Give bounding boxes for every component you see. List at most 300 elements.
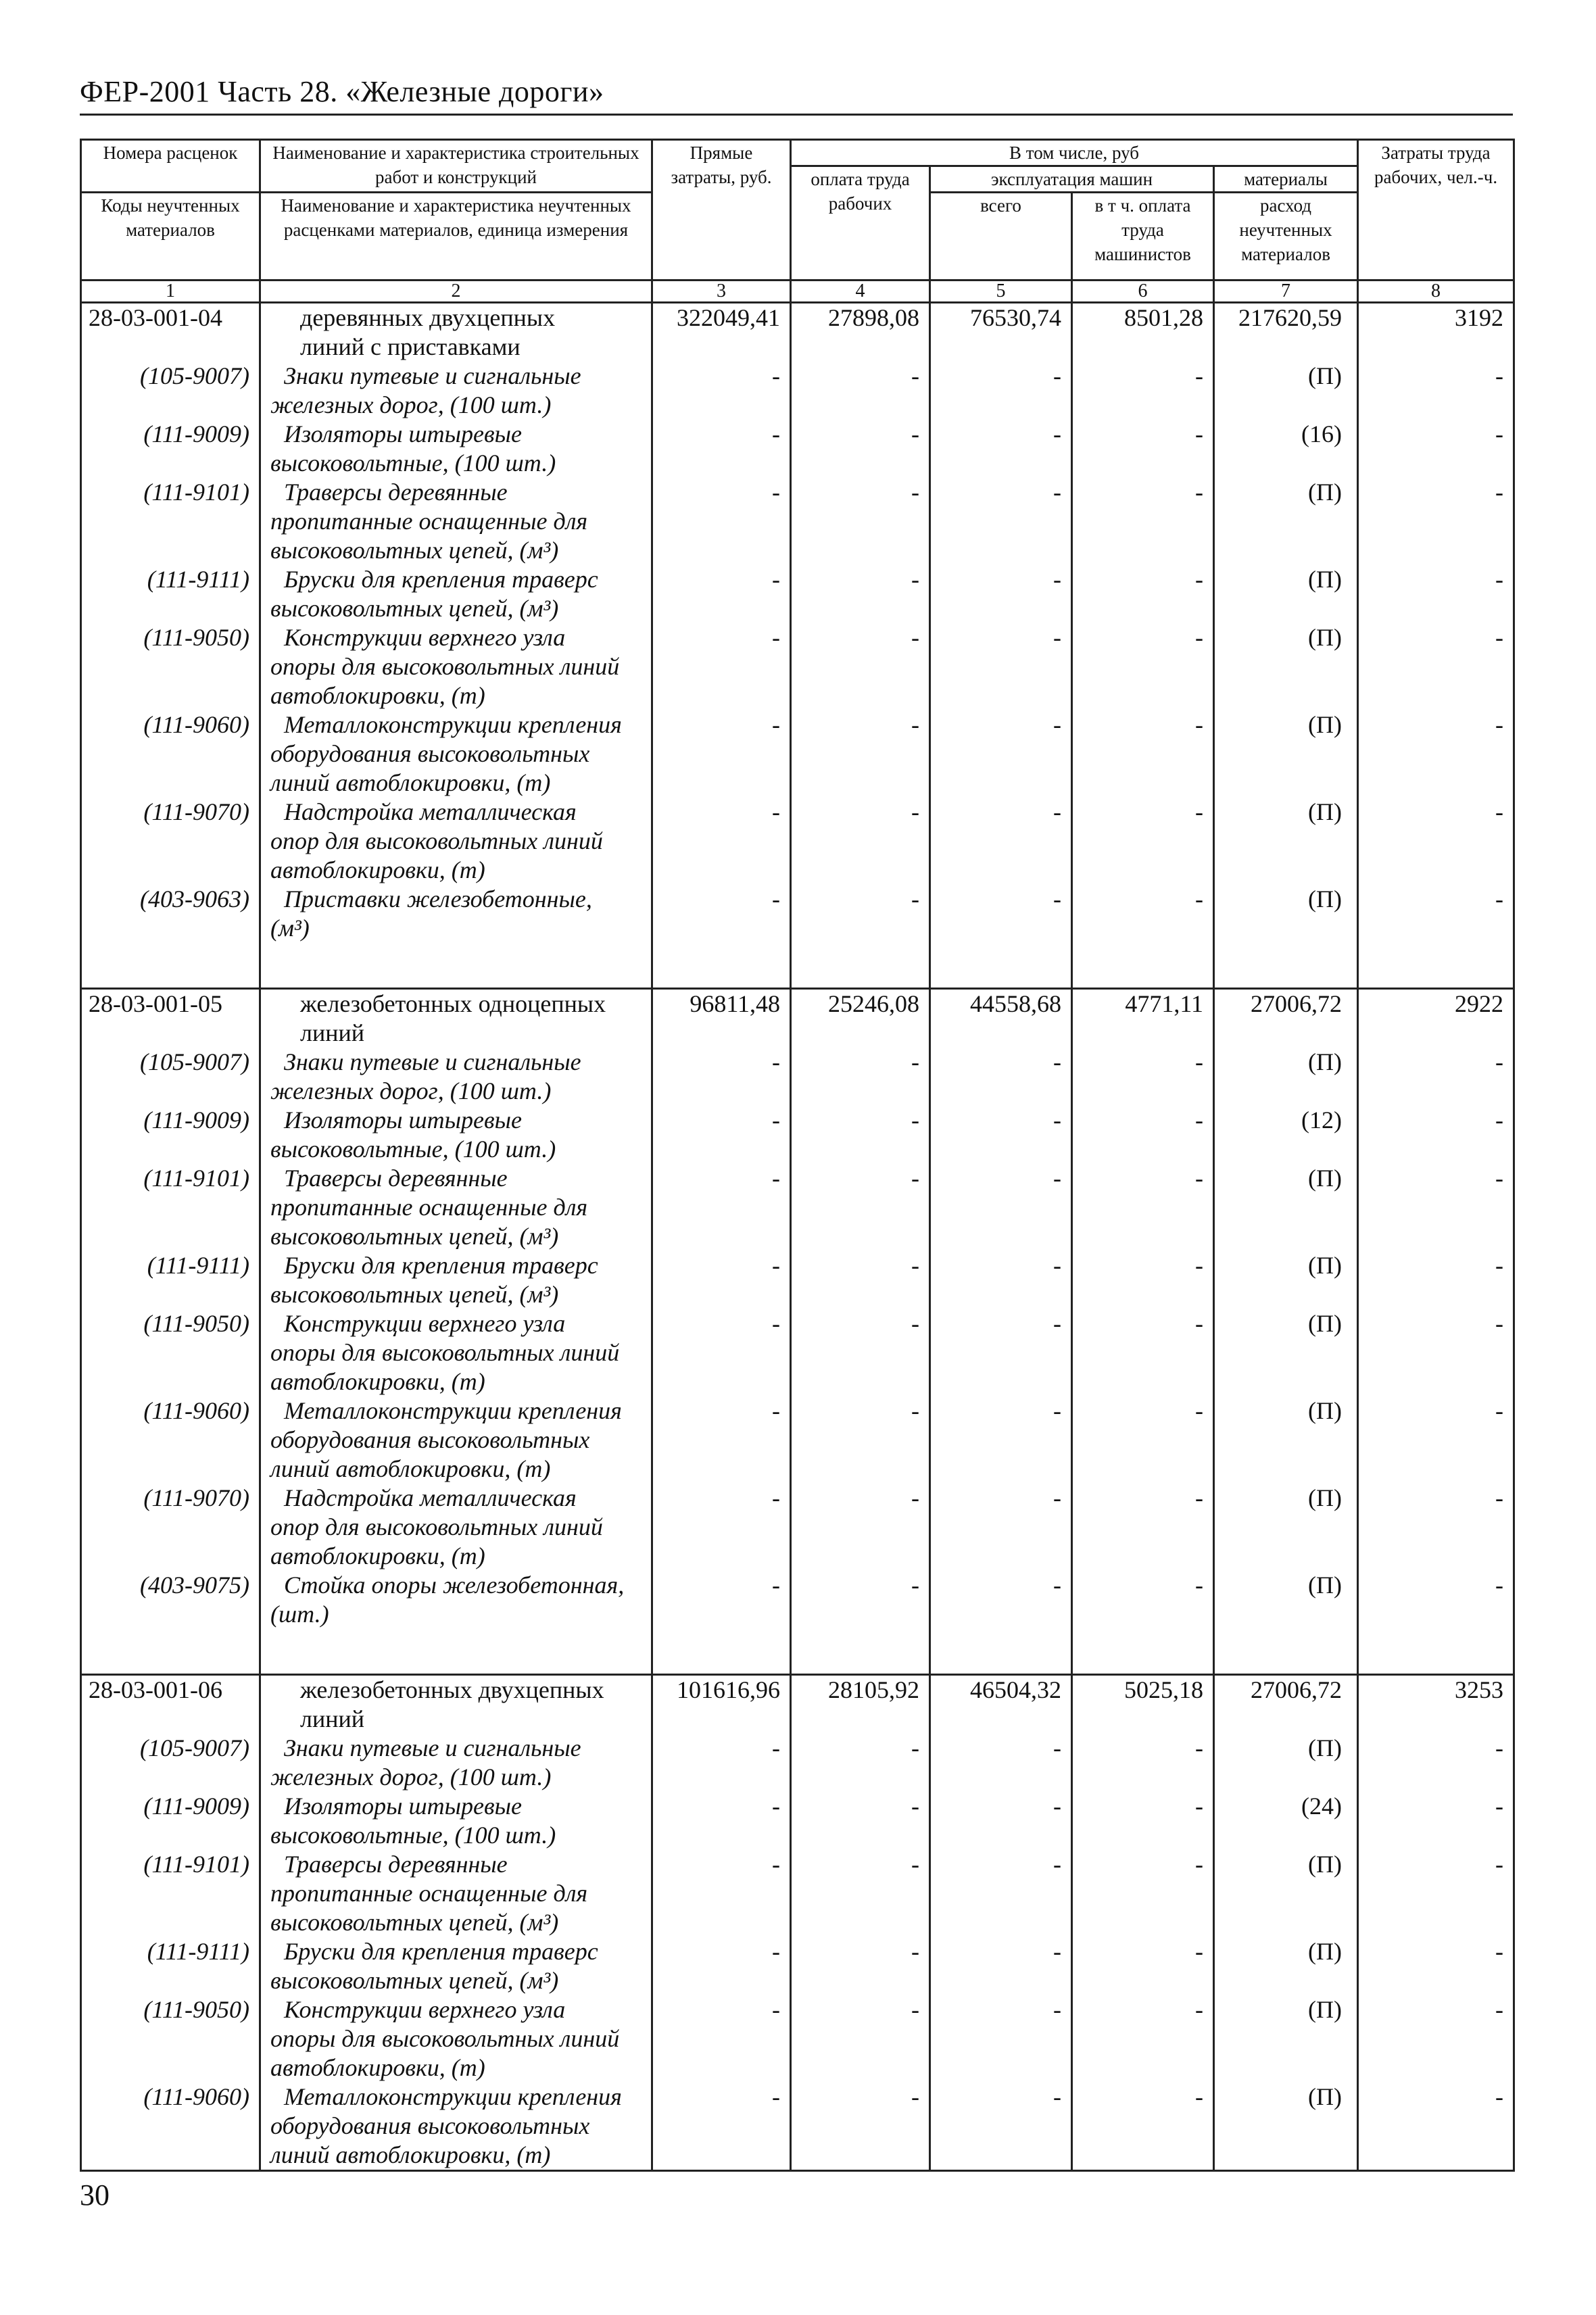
material-name bbox=[260, 1309, 652, 1396]
material-row bbox=[81, 420, 1514, 478]
material-value-c3: - bbox=[652, 1995, 791, 2082]
material-name bbox=[260, 1937, 652, 1995]
column-number: 2 bbox=[260, 281, 652, 303]
material-value-c4: - bbox=[791, 1850, 930, 1937]
material-value-c5: - bbox=[930, 1792, 1072, 1850]
name-line: пропитанные оснащенные для bbox=[270, 1194, 588, 1221]
material-value-c5: - bbox=[930, 420, 1072, 478]
material-row bbox=[81, 478, 1514, 565]
name-line: линий автоблокировки, (т) bbox=[270, 769, 551, 796]
header-material-codes: Коды неучтенных материалов bbox=[81, 193, 260, 281]
material-value-c5: - bbox=[930, 1309, 1072, 1396]
material-value-c5: - bbox=[930, 623, 1072, 710]
table-header bbox=[81, 140, 1514, 303]
material-value-c8: - bbox=[1358, 885, 1514, 943]
material-value-c8: - bbox=[1358, 1850, 1514, 1937]
material-value-c6: - bbox=[1072, 565, 1214, 623]
material-value-c3: - bbox=[652, 1396, 791, 1484]
material-name bbox=[260, 710, 652, 798]
material-name bbox=[260, 478, 652, 565]
name-line: автоблокировки, (т) bbox=[270, 856, 485, 883]
rate-value-c5: 44558,68 bbox=[930, 989, 1072, 1048]
material-value-c7: (П) bbox=[1214, 1484, 1358, 1571]
material-value-c5: - bbox=[930, 1164, 1072, 1251]
name-line: железобетонных одноцепных bbox=[300, 990, 606, 1017]
rate-code: 28-03-001-05 bbox=[81, 989, 260, 1048]
material-row bbox=[81, 1164, 1514, 1251]
material-value-c6: - bbox=[1072, 478, 1214, 565]
name-line: Конструкции верхнего узла bbox=[284, 1310, 566, 1337]
name-line: Траверсы деревянные bbox=[284, 1165, 508, 1192]
material-value-c3: - bbox=[652, 1792, 791, 1850]
spacer-cell bbox=[81, 1629, 260, 1675]
name-line: опор для высоковольтных линий bbox=[270, 827, 603, 854]
material-value-c8: - bbox=[1358, 1309, 1514, 1396]
material-name bbox=[260, 1396, 652, 1484]
material-name bbox=[260, 1995, 652, 2082]
material-value-c5: - bbox=[930, 478, 1072, 565]
name-line: Знаки путевые и сигнальные bbox=[284, 362, 581, 389]
material-code: (403-9075) bbox=[81, 1571, 260, 1629]
material-row bbox=[81, 1106, 1514, 1164]
material-row bbox=[81, 1850, 1514, 1937]
material-value-c5: - bbox=[930, 798, 1072, 885]
material-name bbox=[260, 565, 652, 623]
spacer-cell bbox=[1072, 943, 1214, 989]
name-line: линий с приставками bbox=[300, 333, 521, 360]
column-number: 6 bbox=[1072, 281, 1214, 303]
material-row bbox=[81, 1309, 1514, 1396]
material-value-c3: - bbox=[652, 1850, 791, 1937]
spacer-row bbox=[81, 1629, 1514, 1675]
material-value-c3: - bbox=[652, 798, 791, 885]
material-name bbox=[260, 1106, 652, 1164]
material-value-c5: - bbox=[930, 1396, 1072, 1484]
name-line: автоблокировки, (т) bbox=[270, 2054, 485, 2081]
material-name bbox=[260, 1048, 652, 1106]
material-value-c8: - bbox=[1358, 478, 1514, 565]
material-row bbox=[81, 1571, 1514, 1629]
material-value-c8: - bbox=[1358, 623, 1514, 710]
material-value-c7: (П) bbox=[1214, 1571, 1358, 1629]
rate-value-c8: 2922 bbox=[1358, 989, 1514, 1048]
material-value-c3: - bbox=[652, 1251, 791, 1309]
material-code: (105-9007) bbox=[81, 1048, 260, 1106]
name-line: (м³) bbox=[270, 915, 310, 942]
header-rate-numbers: Номера расценок bbox=[81, 140, 260, 193]
material-name bbox=[260, 1571, 652, 1629]
spacer-cell bbox=[260, 943, 652, 989]
material-value-c5: - bbox=[930, 2082, 1072, 2171]
material-value-c3: - bbox=[652, 2082, 791, 2171]
material-code: (111-9060) bbox=[81, 710, 260, 798]
column-number: 3 bbox=[652, 281, 791, 303]
spacer-cell bbox=[791, 943, 930, 989]
name-line: высоковольтные, (100 шт.) bbox=[270, 449, 556, 477]
column-number: 4 bbox=[791, 281, 930, 303]
material-value-c7: (12) bbox=[1214, 1106, 1358, 1164]
material-value-c6: - bbox=[1072, 710, 1214, 798]
material-value-c3: - bbox=[652, 420, 791, 478]
name-line: оборудования высоковольтных bbox=[270, 2112, 590, 2139]
rate-name bbox=[260, 1675, 652, 1734]
name-line: оборудования высоковольтных bbox=[270, 740, 590, 767]
material-value-c4: - bbox=[791, 885, 930, 943]
name-line: железобетонных двухцепных bbox=[300, 1676, 604, 1703]
material-value-c5: - bbox=[930, 885, 1072, 943]
rate-value-c7: 27006,72 bbox=[1214, 989, 1358, 1048]
header-machinist-pay: в т ч. оплата труда машинистов bbox=[1072, 193, 1214, 281]
name-line: автоблокировки, (т) bbox=[270, 1368, 485, 1395]
material-value-c4: - bbox=[791, 1106, 930, 1164]
name-line: Стойка опоры железобетонная, bbox=[284, 1571, 625, 1599]
material-code: (111-9070) bbox=[81, 798, 260, 885]
material-code: (111-9111) bbox=[81, 565, 260, 623]
spacer-cell bbox=[81, 943, 260, 989]
material-code: (111-9009) bbox=[81, 1106, 260, 1164]
material-value-c3: - bbox=[652, 1164, 791, 1251]
material-row bbox=[81, 1048, 1514, 1106]
material-row bbox=[81, 1937, 1514, 1995]
material-value-c6: - bbox=[1072, 1048, 1214, 1106]
material-row bbox=[81, 362, 1514, 420]
rate-value-c8: 3192 bbox=[1358, 303, 1514, 362]
material-value-c7: (П) bbox=[1214, 1734, 1358, 1792]
material-row bbox=[81, 798, 1514, 885]
material-value-c3: - bbox=[652, 1106, 791, 1164]
material-value-c5: - bbox=[930, 565, 1072, 623]
material-value-c6: - bbox=[1072, 1792, 1214, 1850]
material-value-c8: - bbox=[1358, 1937, 1514, 1995]
material-value-c7: (16) bbox=[1214, 420, 1358, 478]
material-code: (111-9050) bbox=[81, 1995, 260, 2082]
name-line: (шт.) bbox=[270, 1601, 329, 1628]
material-value-c8: - bbox=[1358, 2082, 1514, 2171]
material-value-c6: - bbox=[1072, 2082, 1214, 2171]
material-row bbox=[81, 2082, 1514, 2171]
material-value-c6: - bbox=[1072, 1937, 1214, 1995]
name-line: Изоляторы штыревые bbox=[284, 1793, 523, 1820]
material-value-c7: (П) bbox=[1214, 1251, 1358, 1309]
header-labor-costs: Затраты труда рабочих, чел.-ч. bbox=[1358, 140, 1514, 281]
spacer-cell bbox=[652, 943, 791, 989]
table-body bbox=[81, 303, 1514, 2171]
rate-value-c5: 76530,74 bbox=[930, 303, 1072, 362]
name-line: опоры для высоковольтных линий bbox=[270, 2025, 620, 2052]
name-line: автоблокировки, (т) bbox=[270, 1542, 485, 1569]
name-line: железных дорог, (100 шт.) bbox=[270, 1763, 552, 1790]
name-line: Металлоконструкции крепления bbox=[284, 711, 622, 738]
name-line: Знаки путевые и сигнальные bbox=[284, 1734, 581, 1761]
material-row bbox=[81, 1396, 1514, 1484]
material-code: (105-9007) bbox=[81, 362, 260, 420]
spacer-cell bbox=[930, 943, 1072, 989]
material-value-c7: (П) bbox=[1214, 1048, 1358, 1106]
name-line: высоковольтные, (100 шт.) bbox=[270, 1136, 556, 1163]
material-value-c8: - bbox=[1358, 1734, 1514, 1792]
name-line: опоры для высоковольтных линий bbox=[270, 1339, 620, 1366]
material-value-c5: - bbox=[930, 1734, 1072, 1792]
material-value-c7: (П) bbox=[1214, 623, 1358, 710]
material-code: (105-9007) bbox=[81, 1734, 260, 1792]
material-value-c3: - bbox=[652, 710, 791, 798]
material-name bbox=[260, 885, 652, 943]
material-value-c7: (П) bbox=[1214, 1850, 1358, 1937]
name-line: линий автоблокировки, (т) bbox=[270, 1455, 551, 1482]
material-value-c5: - bbox=[930, 1048, 1072, 1106]
name-line: железных дорог, (100 шт.) bbox=[270, 1077, 552, 1104]
material-value-c3: - bbox=[652, 1309, 791, 1396]
material-value-c3: - bbox=[652, 565, 791, 623]
material-value-c7: (П) bbox=[1214, 1164, 1358, 1251]
material-value-c8: - bbox=[1358, 1048, 1514, 1106]
material-code: (111-9101) bbox=[81, 478, 260, 565]
material-value-c5: - bbox=[930, 710, 1072, 798]
name-line: деревянных двухцепных bbox=[300, 304, 556, 331]
rate-name bbox=[260, 303, 652, 362]
rate-value-c5: 46504,32 bbox=[930, 1675, 1072, 1734]
name-line: высоковольтных цепей, (м³) bbox=[270, 1909, 559, 1936]
material-row bbox=[81, 1484, 1514, 1571]
material-row bbox=[81, 623, 1514, 710]
rate-value-c7: 217620,59 bbox=[1214, 303, 1358, 362]
material-row bbox=[81, 1734, 1514, 1792]
material-code: (111-9050) bbox=[81, 623, 260, 710]
material-value-c7: (П) bbox=[1214, 710, 1358, 798]
material-name bbox=[260, 623, 652, 710]
rate-value-c8: 3253 bbox=[1358, 1675, 1514, 1734]
name-line: Изоляторы штыревые bbox=[284, 1106, 523, 1134]
name-line: линий bbox=[300, 1705, 365, 1732]
material-value-c7: (П) bbox=[1214, 478, 1358, 565]
material-name bbox=[260, 1164, 652, 1251]
material-value-c5: - bbox=[930, 1106, 1072, 1164]
material-value-c8: - bbox=[1358, 798, 1514, 885]
material-value-c5: - bbox=[930, 1251, 1072, 1309]
page-number: 30 bbox=[80, 2178, 110, 2212]
rate-value-c4: 27898,08 bbox=[791, 303, 930, 362]
name-line: высоковольтные, (100 шт.) bbox=[270, 1822, 556, 1849]
material-name bbox=[260, 362, 652, 420]
spacer-row bbox=[81, 943, 1514, 989]
material-value-c4: - bbox=[791, 1995, 930, 2082]
material-value-c7: (П) bbox=[1214, 1396, 1358, 1484]
name-line: линий автоблокировки, (т) bbox=[270, 2141, 551, 2168]
material-value-c6: - bbox=[1072, 623, 1214, 710]
name-line: железных дорог, (100 шт.) bbox=[270, 391, 552, 418]
material-value-c8: - bbox=[1358, 362, 1514, 420]
material-value-c6: - bbox=[1072, 1571, 1214, 1629]
name-line: Надстройка металлическая bbox=[284, 1484, 577, 1511]
material-value-c4: - bbox=[791, 478, 930, 565]
material-value-c3: - bbox=[652, 1048, 791, 1106]
material-name bbox=[260, 1251, 652, 1309]
material-value-c6: - bbox=[1072, 1106, 1214, 1164]
material-value-c4: - bbox=[791, 1792, 930, 1850]
material-code: (111-9060) bbox=[81, 2082, 260, 2171]
column-numbers-row bbox=[81, 281, 1514, 303]
name-line: Надстройка металлическая bbox=[284, 798, 577, 825]
material-value-c3: - bbox=[652, 1937, 791, 1995]
name-line: опоры для высоковольтных линий bbox=[270, 653, 620, 680]
material-value-c4: - bbox=[791, 420, 930, 478]
material-row bbox=[81, 1995, 1514, 2082]
material-value-c6: - bbox=[1072, 1850, 1214, 1937]
material-value-c3: - bbox=[652, 478, 791, 565]
header-machine-operation: эксплуатация машин bbox=[930, 166, 1214, 193]
material-value-c3: - bbox=[652, 885, 791, 943]
material-value-c8: - bbox=[1358, 710, 1514, 798]
rate-code: 28-03-001-06 bbox=[81, 1675, 260, 1734]
material-code: (111-9009) bbox=[81, 1792, 260, 1850]
rate-name bbox=[260, 989, 652, 1048]
material-value-c8: - bbox=[1358, 565, 1514, 623]
material-value-c4: - bbox=[791, 2082, 930, 2171]
column-number: 5 bbox=[930, 281, 1072, 303]
rate-value-c3: 322049,41 bbox=[652, 303, 791, 362]
material-name bbox=[260, 1792, 652, 1850]
spacer-cell bbox=[1214, 943, 1358, 989]
column-number: 7 bbox=[1214, 281, 1358, 303]
material-code: (111-9009) bbox=[81, 420, 260, 478]
material-value-c3: - bbox=[652, 623, 791, 710]
material-name bbox=[260, 1484, 652, 1571]
material-value-c8: - bbox=[1358, 1484, 1514, 1571]
material-name bbox=[260, 1734, 652, 1792]
material-value-c8: - bbox=[1358, 1251, 1514, 1309]
material-value-c4: - bbox=[791, 710, 930, 798]
spacer-cell bbox=[1072, 1629, 1214, 1675]
material-value-c7: (П) bbox=[1214, 362, 1358, 420]
material-code: (403-9063) bbox=[81, 885, 260, 943]
name-line: Бруски для крепления траверс bbox=[284, 566, 598, 593]
material-value-c7: (П) bbox=[1214, 2082, 1358, 2171]
material-value-c4: - bbox=[791, 1164, 930, 1251]
document-title: ФЕР-2001 Часть 28. «Железные дороги» bbox=[80, 75, 604, 108]
material-value-c8: - bbox=[1358, 1571, 1514, 1629]
material-value-c5: - bbox=[930, 362, 1072, 420]
column-number: 8 bbox=[1358, 281, 1514, 303]
material-code: (111-9070) bbox=[81, 1484, 260, 1571]
material-name bbox=[260, 798, 652, 885]
rate-value-c6: 4771,11 bbox=[1072, 989, 1214, 1048]
material-value-c8: - bbox=[1358, 1396, 1514, 1484]
material-value-c3: - bbox=[652, 1484, 791, 1571]
material-value-c8: - bbox=[1358, 1164, 1514, 1251]
material-row bbox=[81, 565, 1514, 623]
column-number: 1 bbox=[81, 281, 260, 303]
material-value-c4: - bbox=[791, 565, 930, 623]
material-name bbox=[260, 1850, 652, 1937]
rate-row bbox=[81, 989, 1514, 1048]
spacer-cell bbox=[930, 1629, 1072, 1675]
spacer-cell bbox=[1358, 943, 1514, 989]
name-line: оборудования высоковольтных bbox=[270, 1426, 590, 1453]
material-code: (111-9101) bbox=[81, 1850, 260, 1937]
material-value-c5: - bbox=[930, 1995, 1072, 2082]
spacer-cell bbox=[260, 1629, 652, 1675]
material-value-c7: (П) bbox=[1214, 565, 1358, 623]
material-value-c6: - bbox=[1072, 362, 1214, 420]
header-rule bbox=[80, 114, 1513, 116]
material-row bbox=[81, 1792, 1514, 1850]
material-value-c5: - bbox=[930, 1937, 1072, 1995]
material-value-c5: - bbox=[930, 1484, 1072, 1571]
material-value-c7: (24) bbox=[1214, 1792, 1358, 1850]
name-line: высоковольтных цепей, (м³) bbox=[270, 1223, 559, 1250]
material-code: (111-9111) bbox=[81, 1937, 260, 1995]
material-code: (111-9111) bbox=[81, 1251, 260, 1309]
material-value-c4: - bbox=[791, 623, 930, 710]
header-materials: материалы bbox=[1214, 166, 1358, 193]
material-row bbox=[81, 1251, 1514, 1309]
rate-value-c3: 101616,96 bbox=[652, 1675, 791, 1734]
material-value-c6: - bbox=[1072, 420, 1214, 478]
material-value-c4: - bbox=[791, 1251, 930, 1309]
name-line: Металлоконструкции крепления bbox=[284, 2083, 622, 2110]
material-value-c6: - bbox=[1072, 1309, 1214, 1396]
material-value-c4: - bbox=[791, 1048, 930, 1106]
name-line: Траверсы деревянные bbox=[284, 1851, 508, 1878]
material-value-c4: - bbox=[791, 1937, 930, 1995]
material-name bbox=[260, 2082, 652, 2171]
name-line: высоковольтных цепей, (м³) bbox=[270, 1967, 559, 1994]
rate-value-c4: 28105,92 bbox=[791, 1675, 930, 1734]
header-worker-pay: оплата труда рабочих bbox=[791, 166, 930, 281]
name-line: Траверсы деревянные bbox=[284, 479, 508, 506]
rate-value-c4: 25246,08 bbox=[791, 989, 930, 1048]
material-value-c7: (П) bbox=[1214, 1937, 1358, 1995]
material-code: (111-9101) bbox=[81, 1164, 260, 1251]
rate-row bbox=[81, 303, 1514, 362]
material-value-c4: - bbox=[791, 1734, 930, 1792]
material-value-c6: - bbox=[1072, 1484, 1214, 1571]
rate-value-c7: 27006,72 bbox=[1214, 1675, 1358, 1734]
material-value-c4: - bbox=[791, 1571, 930, 1629]
name-line: линий bbox=[300, 1019, 365, 1046]
material-value-c8: - bbox=[1358, 420, 1514, 478]
rate-value-c6: 8501,28 bbox=[1072, 303, 1214, 362]
material-value-c7: (П) bbox=[1214, 1995, 1358, 2082]
material-code: (111-9050) bbox=[81, 1309, 260, 1396]
rate-row bbox=[81, 1675, 1514, 1734]
name-line: автоблокировки, (т) bbox=[270, 682, 485, 709]
name-line: Изоляторы штыревые bbox=[284, 420, 523, 447]
material-value-c3: - bbox=[652, 1571, 791, 1629]
name-line: Бруски для крепления траверс bbox=[284, 1938, 598, 1965]
material-value-c6: - bbox=[1072, 798, 1214, 885]
material-value-c3: - bbox=[652, 362, 791, 420]
name-line: опор для высоковольтных линий bbox=[270, 1513, 603, 1540]
material-code: (111-9060) bbox=[81, 1396, 260, 1484]
material-value-c6: - bbox=[1072, 1251, 1214, 1309]
material-row bbox=[81, 885, 1514, 943]
header-material-consumption: расход неучтенных материалов bbox=[1214, 193, 1358, 281]
rate-value-c3: 96811,48 bbox=[652, 989, 791, 1048]
material-value-c4: - bbox=[791, 1484, 930, 1571]
material-value-c7: (П) bbox=[1214, 1309, 1358, 1396]
header-direct-costs: Прямые затраты, руб. bbox=[652, 140, 791, 281]
name-line: Конструкции верхнего узла bbox=[284, 624, 566, 651]
material-value-c6: - bbox=[1072, 1734, 1214, 1792]
name-line: пропитанные оснащенные для bbox=[270, 508, 588, 535]
header-work-name: Наименование и характеристика строительных работ и конструкций bbox=[260, 140, 652, 193]
name-line: Металлоконструкции крепления bbox=[284, 1397, 622, 1424]
rate-value-c6: 5025,18 bbox=[1072, 1675, 1214, 1734]
material-value-c5: - bbox=[930, 1571, 1072, 1629]
name-line: Приставки железобетонные, bbox=[284, 885, 592, 912]
material-value-c6: - bbox=[1072, 885, 1214, 943]
